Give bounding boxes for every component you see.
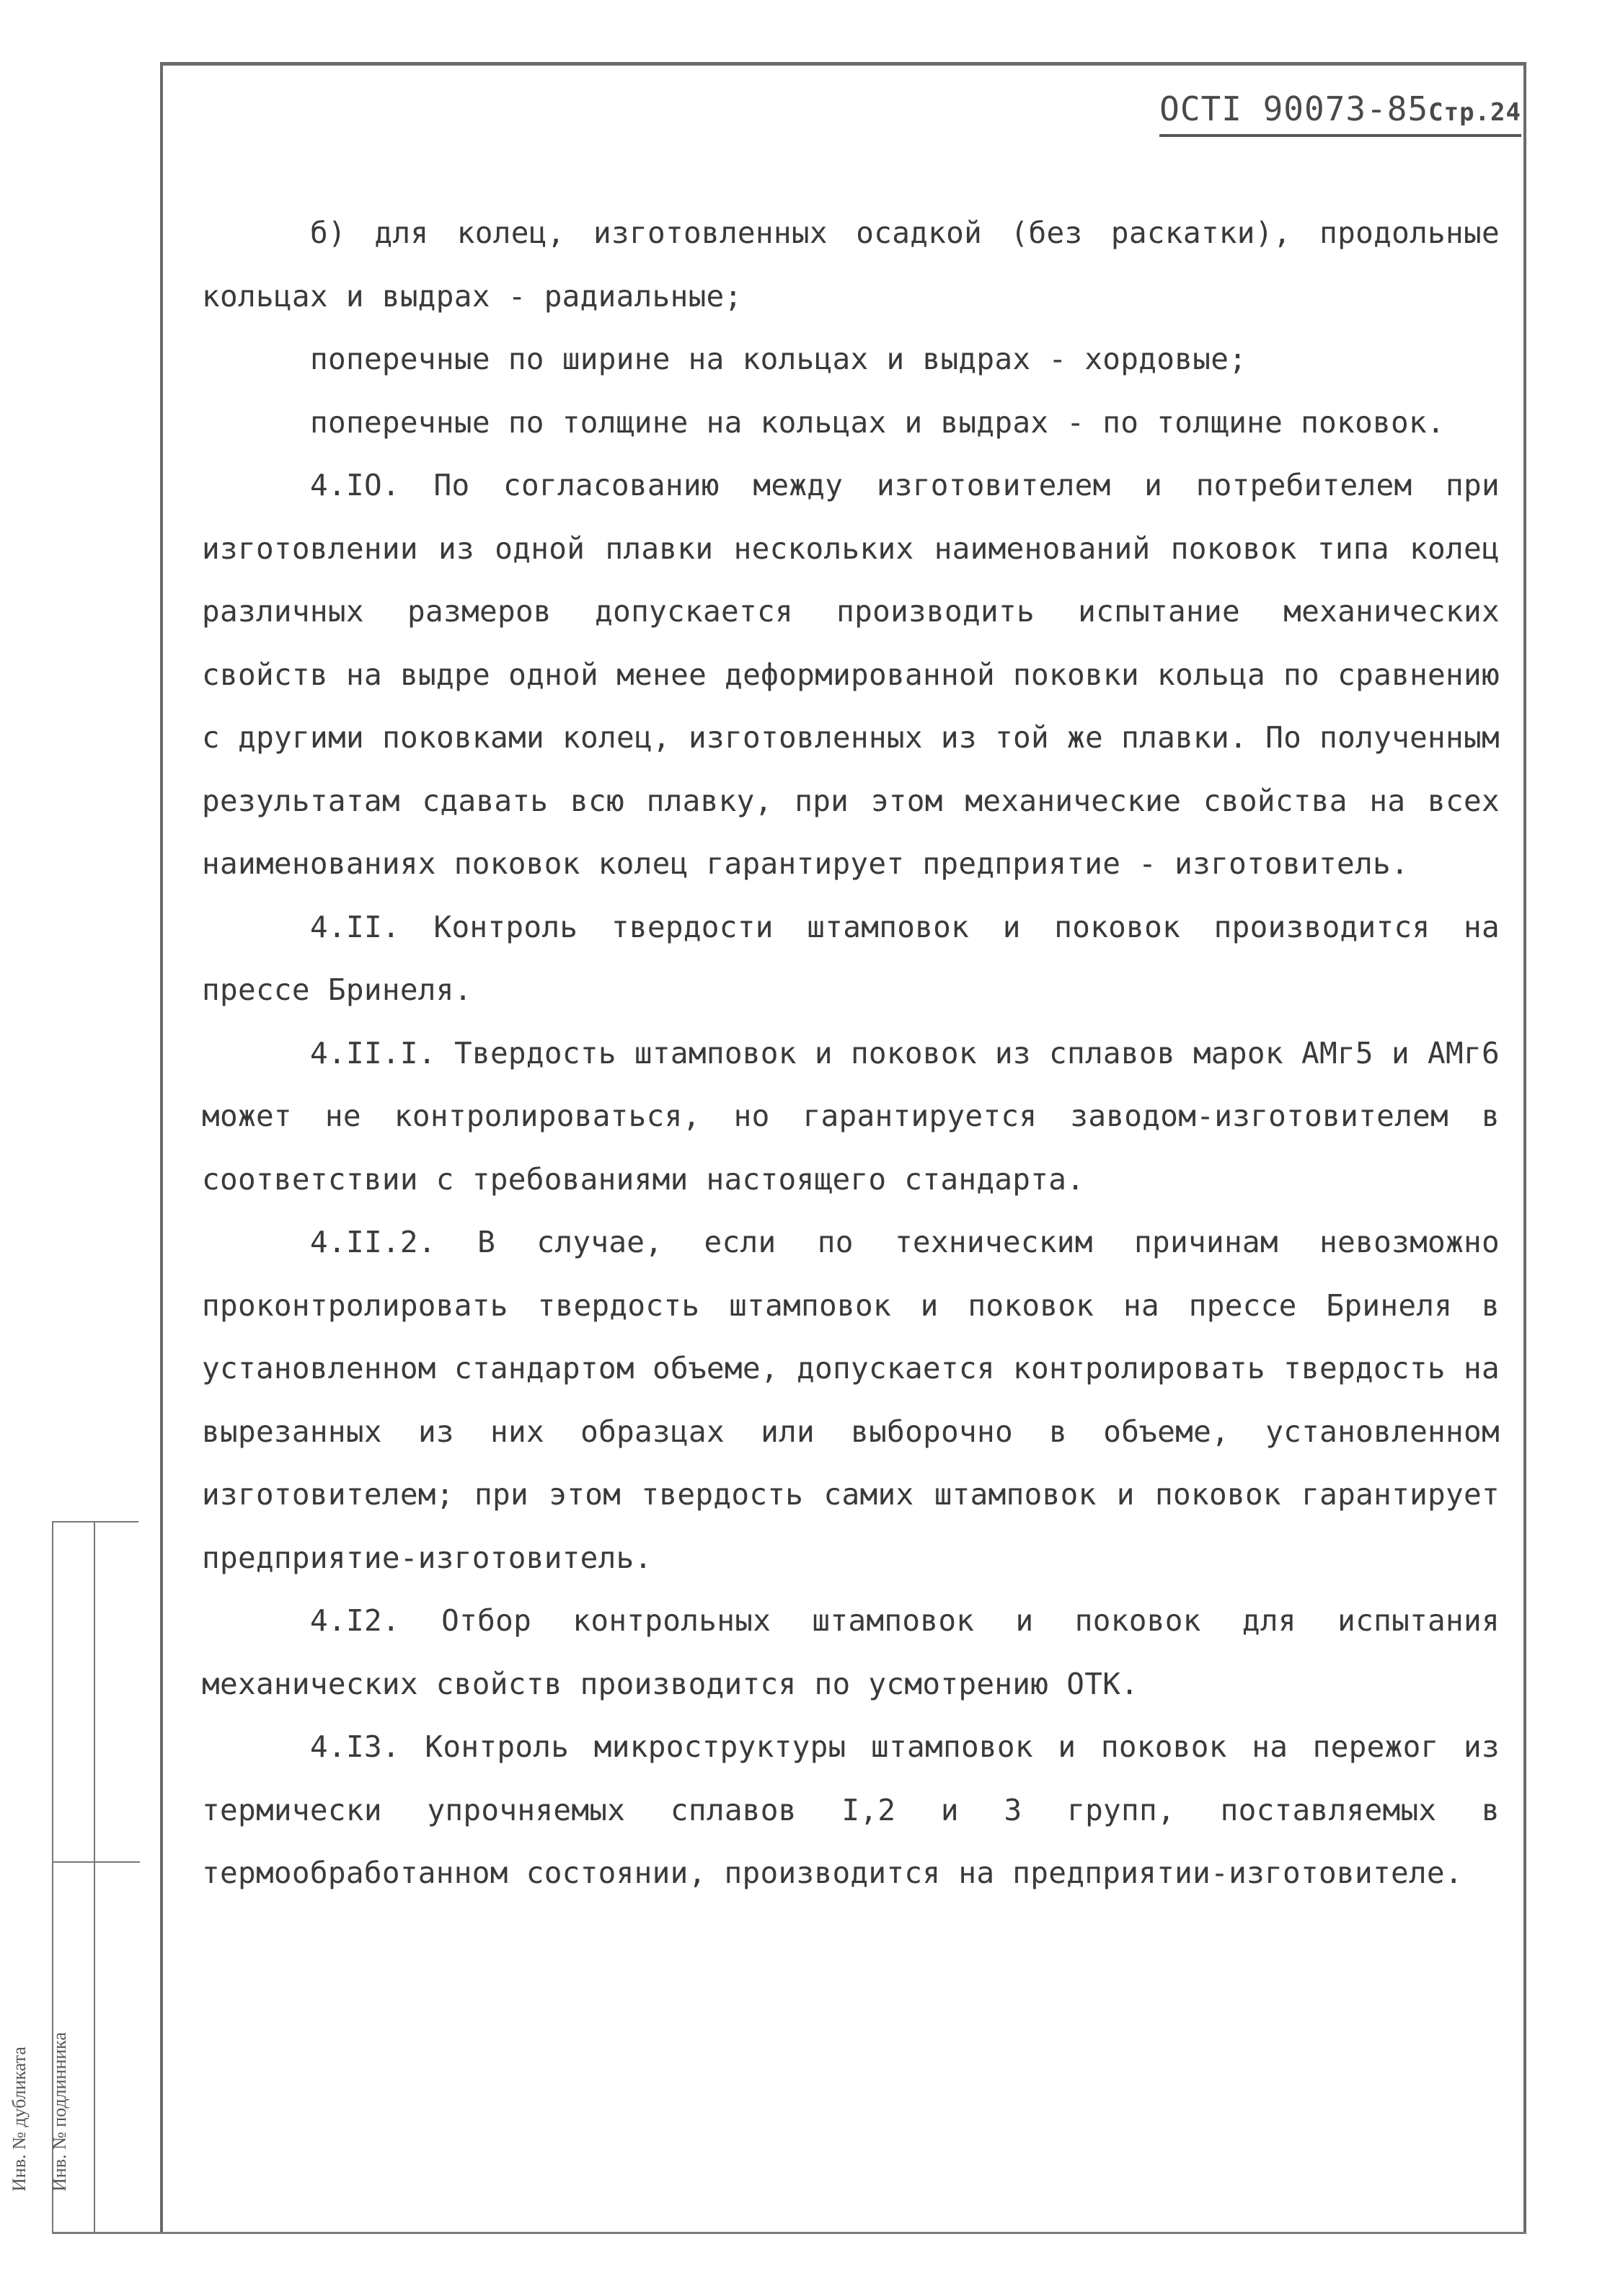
- paragraph-4-13: 4.I3. Контроль микроструктуры штамповок и поковок на пережог из термически упрочняемых сплавов I,2 и 3 групп, поставляемых в термообработанном состоянии, производится на предприятии-изготовителе.: [202, 1729, 1500, 1890]
- paragraph-b-rings: б) для колец, изготовленных осадкой (без раскатки), продольные кольцах и выдрах - радиальные;: [202, 216, 1500, 314]
- document-header: [1159, 89, 1521, 137]
- paragraph-4-11-2: 4.II.2. В случае, если по техническим причинам невозможно проконтролировать твердость штамповок и поковок на прессе Бринеля в установленном стандартом объеме, допускается контролировать твердость на вырезанных из них образцах или выборочно в объеме, установленном изготовителем; при этом твердость самих штамповок и поковок гарантирует предприятие-изготовитель.: [202, 1225, 1500, 1575]
- original-inventory-label: Инв. № подлинника: [49, 2031, 70, 2191]
- duplicate-inventory-label: Инв. № дубликата: [9, 2047, 30, 2191]
- page-number: Стр.24: [1428, 98, 1521, 127]
- sidebar-column-divider: [94, 1522, 95, 2233]
- paragraph-transverse-width: поперечные по ширине на кольцах и выдрах - хордовые;: [310, 342, 1247, 376]
- paragraph-4-11-1: 4.II.I. Твердость штамповок и поковок из сплавов марок АМг5 и АМг6 может не контролироваться, но гарантируется заводом-изготовителем в соответствии с требованиями настоящего стандарта.: [202, 1035, 1500, 1197]
- paragraph-transverse-thickness: поперечные по толщине на кольцах и выдрах - по толщине поковок.: [310, 404, 1445, 440]
- paragraph-4-12: 4.I2. Отбор контрольных штамповок и поковок для испытания механических свойств производится по усмотрению ОТК.: [202, 1603, 1500, 1701]
- document-code: ОСТI 90073-85: [1159, 89, 1429, 128]
- paragraph-4-11: 4.II. Контроль твердости штамповок и поковок производится на прессе Бринеля.: [202, 909, 1500, 1007]
- paragraph-4-10: 4.IO. По согласованию между изготовителем и потребителем при изготовлении из одной плавки нескольких наименований поковок типа колец различных размеров допускается производить испытание механических свойств на выдре одной менее деформированной поковки кольца по сравнению с другими поковками колец, изготовленных из той же плавки. По полученным результатам сдавать всю плавку, при этом механические свойства на всех наименованиях поковок колец гарантирует предприятие - изготовитель.: [202, 468, 1500, 881]
- bottom-border: [52, 2232, 1526, 2234]
- sidebar-row-divider: [53, 1861, 140, 1863]
- document-body: [202, 202, 1500, 1905]
